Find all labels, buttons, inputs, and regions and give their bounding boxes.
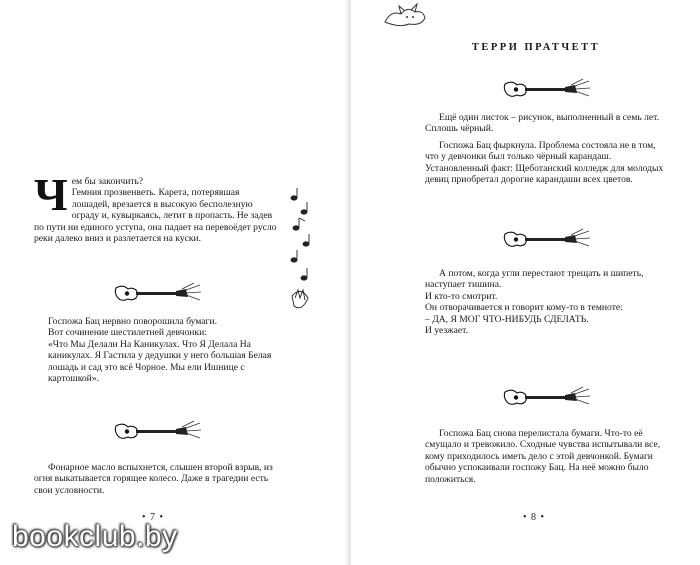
guitar-ornament-icon — [501, 384, 591, 410]
running-head: ТЕРРИ ПРАТЧЕТТ — [471, 42, 601, 53]
guitar-ornament-icon — [501, 76, 591, 102]
opening-question: ем бы закончить? — [71, 176, 144, 187]
text-line: Госпожа Бац нервно поворошила бумаги. — [48, 316, 217, 327]
text-line: Он отворачивается и говорит кому-то в темноте: — [425, 302, 623, 314]
guitar-ornament-icon — [112, 280, 202, 306]
left-page — [0, 0, 349, 565]
guitar-ornament-icon — [112, 418, 202, 444]
paragraph-silence — [425, 268, 671, 336]
paragraph-papers-again: Госпожа Бац снова перелистала бумаги. Что-то её смущало и тревожило. Сходные чувства испытывали все, кому приходилось иметь дело с этой девчонкой. Бумаги обычно успокаивали госпожу Бац. На неё можно было положиться. — [425, 428, 661, 485]
cat-sketch-icon — [381, 0, 431, 30]
text-line: – ДА, Я МОГ ЧТО-НИБУДЬ СДЕЛАТЬ. — [425, 313, 589, 325]
watermark-text: bookclub.by — [12, 520, 178, 553]
right-page — [351, 0, 700, 565]
chapter-opening — [34, 169, 279, 245]
music-notes-decoration-icon — [286, 186, 316, 326]
text-line: И кто-то смотрит. — [425, 290, 498, 302]
paragraph-fire: Фонарное масло вспыхнется, слышен второй взрыв, из огня выкатывается горящее колесо. Даже в трагедии есть свои условности. — [34, 462, 273, 496]
text-line: И уезжает. — [425, 325, 469, 337]
guitar-ornament-icon — [501, 226, 591, 252]
paragraph-pencil: Госпожа Бац фыркнула. Проблема состояла не в том, что у девчонки был только чёрный карандаш. Установленный факт: Щеботанский колледж для молодых девиц приобретал дорогие карандаши всех цветов. — [425, 140, 664, 186]
paragraph-drawing: Ещё один листок – рисунок, выполненный в семь лет. Сплошь чёрный. — [425, 112, 660, 135]
text-line: А потом, когда угли перестают трещать и шипеть, наступает тишина. — [425, 268, 644, 291]
page-number-left: • 7 • — [142, 512, 165, 523]
paragraph-papers — [48, 316, 276, 384]
drop-cap-letter: Ч — [34, 169, 68, 220]
page-number-right: • 8 • — [523, 512, 546, 523]
text-line: Вот сочинение шестилетней девчонки: — [48, 327, 207, 339]
paragraph-carriage: Гемния прозвенветь. Карета, потерявшая лошадей, врезается в высокую бесполезную ограду и, кувыркаясь, летит в пропасть. Не задев по пути ни единого уступа, она падает на перевоёдет русло реки далеко вниз и разлетается на куски. — [34, 187, 277, 245]
text-line: «Что Мы Делали На Каникулах. Что Я Делала На каникулах. Я Гастила у дедушки у него большая Белая лошадь и сад это всё Чорное. Мы ели Ишнице с картошкой». — [48, 338, 272, 385]
